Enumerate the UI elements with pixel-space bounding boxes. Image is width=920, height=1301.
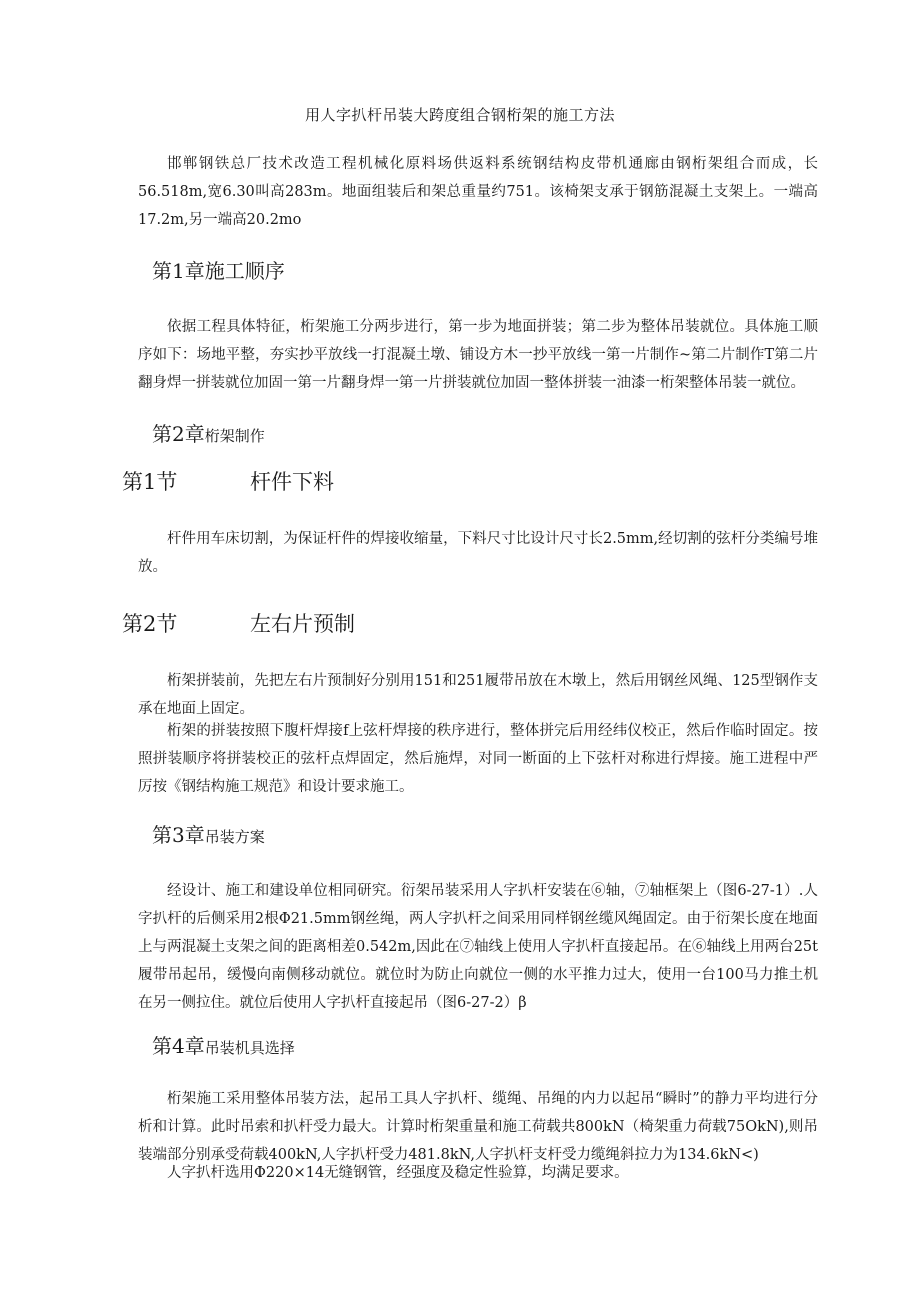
intro-paragraph: 邯郸钢铁总厂技术改造工程机械化原料场供返料系统钢结构皮带机通廊由钢桁架组合而成，长56.518m,宽6.30叫高283m。地面组装后和架总重量约751。该椅架支承于钢筋混凝土支架上。一端高17.2m,另一端高20.2mo [138,156,818,228]
section-2-title: 左右片预制 [250,612,355,636]
section-2-paragraph-2: 桁架的拼装按照下腹杆焊接f上弦杆焊接的秩序进行，整体拼完后用经纬仪校正，然后作临时固定。按照拼装顺序将拼装校正的弦杆点焊固定，然后施焊，对同一断面的上下弦杆对称进行焊接。施工进程中严厉按《钢结构施工规范》和设计要求施工。 [138,723,818,795]
section-1-heading [122,467,334,497]
chapter-2-title: 桁架制作 [204,427,265,445]
chapter-1-heading: 第1章施工顺序 [152,259,285,283]
section-2-number: 第2节 [122,612,178,636]
chapter-2-heading [152,419,265,451]
document-title: 用人字扒杆吊装大跨度组合钢桁架的施工方法 [304,106,615,124]
section-1-number: 第1节 [122,470,178,494]
chapter-1-paragraph: 依据工程具体特征，桁架施工分两步进行，第一步为地面拼装；第二步为整体吊装就位。具体施工顺序如下：场地平整，夯实抄平放线一打混凝土墩、铺设方木一抄平放线一第一片制作~第二片制作T第二片翻身焊一拼装就位加固一第一片翻身焊一第一片拼装就位加固一整体拼装一油漆一桁架整体吊装一就位。 [138,319,818,391]
chapter-2-number: 第2章 [152,422,205,446]
chapter-4-heading [152,1031,295,1063]
chapter-4-number: 第4章 [152,1034,205,1058]
section-1-paragraph: 杆件用车床切割，为保证杆件的焊接收缩量，下料尺寸比设计尺寸长2.5mm,经切割的弦杆分类编号堆放。 [138,531,818,575]
chapter-4-paragraph-1: 桁架施工采用整体吊装方法，起吊工具人字扒杆、缆绳、吊绳的内力以起吊“瞬时”的静力平均进行分析和计算。此时吊索和扒杆受力最大。计算时桁架重量和施工荷载共800kN（椅架重力荷载75OkN),则吊装端部分别承受荷载400kN,人字扒杆受力481.8kN,人字扒杆支杆受力缆绳斜拉力为134.6kN<) [138,1091,818,1163]
chapter-4-paragraph-2: 人字扒杆选用Φ220×14无缝钢管，经强度及稳定性验算，均满足要求。 [167,1165,629,1181]
chapter-3-paragraph: 经设计、施工和建设单位相同研究。衍架吊装采用人字扒杆安装在⑥轴，⑦轴框架上（图6-27-1）.人字扒杆的后侧采用2根Φ21.5mm钢丝绳，两人字扒杆之间采用同样钢丝缆风绳固定。由于衍架长度在地面上与两混凝土支架之间的距离相差0.542m,因此在⑦轴线上使用人字扒杆直接起吊。在⑥轴线上用两台25t履带吊起吊，缓慢向南侧移动就位。就位时为防止向就位一侧的水平推力过大，使用一台100马力推土机在另一侧拉住。就位后使用人字扒杆直接起吊（图6-27-2）β [138,883,818,1011]
chapter-4-title: 吊装机具选择 [204,1039,295,1057]
chapter-3-title: 吊装方案 [204,828,265,846]
section-2-heading [122,609,355,639]
section-1-title: 杆件下料 [250,470,334,494]
chapter-3-heading [152,820,265,852]
chapter-3-number: 第3章 [152,823,205,847]
section-2-paragraph-1: 桁架拼装前，先把左右片预制好分别用151和251履带吊放在木墩上，然后用钢丝风绳、125型钢作支承在地面上固定。 [138,673,818,717]
